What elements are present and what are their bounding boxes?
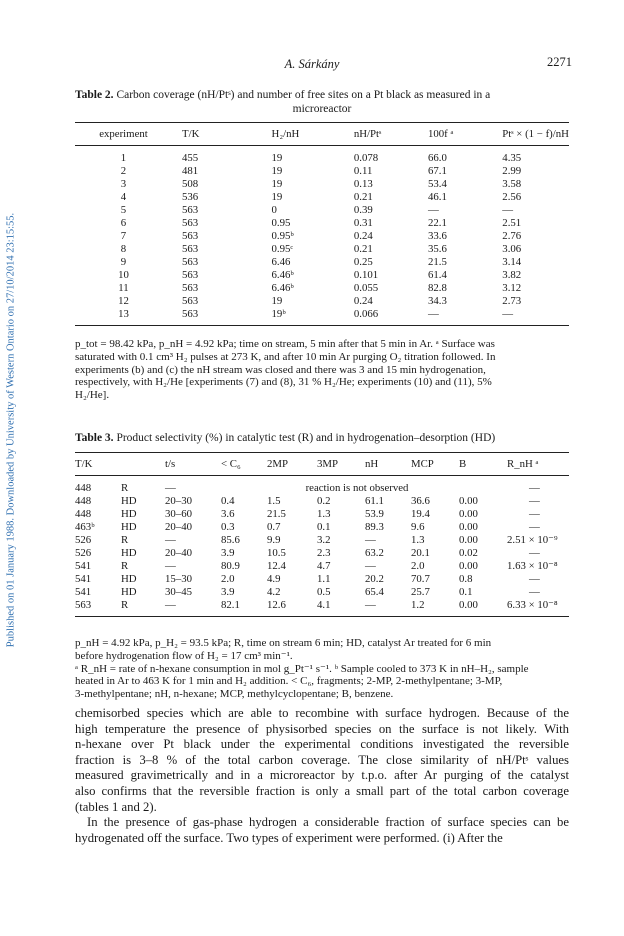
table-row [75, 146, 569, 166]
table3-cell: 541 [75, 586, 92, 598]
table2-cell: 563 [182, 269, 199, 281]
table-row [75, 547, 569, 560]
table-row [75, 508, 569, 521]
table2-cell: 3.82 [502, 269, 522, 281]
table2-cell: 2 [120, 165, 127, 177]
table2-cell: 3.12 [502, 282, 522, 294]
running-header-author: A. Sárkány [284, 57, 340, 71]
table3-cell: 4.2 [267, 586, 281, 598]
table3-col-header: 3MP [317, 458, 339, 470]
table3-cell: HD [121, 521, 137, 533]
table3-cell: 448 [75, 495, 92, 507]
table3-col-header: T/K [75, 458, 93, 470]
table2-cell: 2.76 [502, 230, 522, 242]
table2-cell: 19 [271, 191, 283, 203]
table3-col-header: nH [365, 458, 379, 470]
table-row [75, 599, 569, 617]
table3-cell: R [121, 599, 129, 611]
table2-cell: 0.055 [353, 282, 379, 294]
table3-cell: — [165, 560, 176, 572]
table3-cell: 3.9 [221, 586, 235, 598]
table2-caption-line2: microreactor [292, 103, 352, 115]
footnote-line: heated in Ar to 463 K for 1 min and H₂ addition. < C₆, fragments; 2-MP, 2-methylpentane; 3-MP, [75, 675, 503, 688]
download-notice [2, 110, 20, 750]
table3-cell: 4.1 [317, 599, 331, 611]
table2-cell: 19ᵇ [271, 308, 286, 320]
table2-cell: 0.21 [353, 243, 373, 255]
table3-cell: 80.9 [221, 560, 240, 572]
table2-cell: 0.101 [353, 269, 379, 281]
table2-col-header: H₂/nH [271, 128, 300, 140]
table2-cell: 0 [271, 204, 277, 216]
table3-col-header: MCP [411, 458, 434, 470]
table2-cell: 13 [118, 308, 129, 320]
table2-cell: — [427, 204, 439, 216]
table2-cell: 12 [118, 295, 129, 307]
footnote-line: 3-methylpentane; nH, n-hexane; MCP, methylcyclopentane; B, benzene. [75, 688, 394, 701]
table2-cell: 563 [182, 217, 199, 229]
body-line: chemisorbed species which are able to recombine with surface hydrogen. Because of the [75, 706, 569, 720]
body-line: high temperature the presence of physisorbed species on the surface is not likely. With [75, 721, 569, 736]
table2-cell: 19 [271, 165, 283, 177]
table2-col-header: Ptˢ × (1 − f)/nH [502, 128, 569, 140]
table-row [75, 243, 569, 256]
page-number: 2271 [547, 55, 572, 69]
table3-cell: 0.1 [317, 521, 331, 533]
table3-cell: 36.6 [411, 495, 430, 507]
table3-col-mode-header [115, 453, 157, 476]
table2-cell: 5 [120, 204, 127, 216]
body-text [75, 706, 569, 846]
table2-col-header: T/K [182, 128, 200, 140]
table2-cell: — [502, 308, 514, 320]
table-row [75, 269, 569, 282]
table3-cell: — [529, 482, 540, 494]
table3-no-reaction-note: reaction is not observed [305, 482, 409, 494]
table2-cell: 6.46ᵇ [271, 269, 294, 281]
table2-cell: 1 [120, 152, 127, 164]
table3-cell: 20.1 [411, 547, 430, 559]
table-row [75, 521, 569, 534]
table2-cell: 0.24 [353, 230, 373, 242]
table3-cell: 2.0 [221, 573, 235, 585]
table2-cell: 563 [182, 256, 199, 268]
table2-cell: 6.46 [271, 256, 291, 268]
table3-cell: HD [121, 547, 137, 559]
table2-cell: 0.95ᶜ [271, 243, 294, 255]
table3-cell: — [529, 508, 540, 520]
table3-cell: 4.9 [267, 573, 281, 585]
table3-footnote [75, 637, 569, 701]
table2-cell: 508 [182, 178, 199, 190]
footnote-line: experiments (b) and (c) the nH stream was closed and there was 3 and 15 min hydrogenation, [75, 363, 486, 376]
table-row [75, 230, 569, 243]
table2-cell: 0.13 [353, 178, 373, 190]
table3-cell: — [529, 573, 540, 585]
footnote-line: H₂/He]. [75, 389, 110, 402]
table3-cell: R [121, 482, 129, 494]
table2-cell: 2.99 [502, 165, 522, 177]
table3-cell: HD [121, 586, 137, 598]
table3-col-header: t/s [165, 458, 176, 470]
table-row [75, 191, 569, 204]
table3-cell: — [165, 534, 176, 546]
table3-cell: 65.4 [365, 586, 384, 598]
table-row [75, 178, 569, 191]
table2-cell: 0.25 [353, 256, 373, 268]
table2-cell: — [502, 204, 514, 216]
footnote-line: respectively, with H₂/He [experiments (7) and (8), 31 % H₂/He; experiments (10) and (11), 5% [75, 376, 492, 389]
table3-cell: 4.7 [317, 560, 331, 572]
table2-cell: 2.51 [502, 217, 522, 229]
table3-cell: 12.4 [267, 560, 286, 572]
table3-cell: 20.2 [365, 573, 384, 585]
table2-footnote [75, 338, 569, 402]
body-line: measured gravimetrically and in a microreactor by t.p.o. after Ar purging of the catalyst [75, 768, 569, 783]
table3-cell: 30–60 [165, 508, 192, 520]
body-line: hydrogenated off the surface. Two types of experiment were performed. (i) After the [75, 830, 503, 845]
table3-cell: — [365, 560, 376, 572]
table2-cell: 0.31 [353, 217, 373, 229]
table3-cell: 30–45 [165, 586, 192, 598]
table2-cell: 563 [182, 308, 199, 320]
table2-cell: 67.1 [427, 165, 447, 177]
table3-label: Table 3. [75, 432, 114, 444]
table3-cell: 541 [75, 560, 92, 572]
table2-cell: 536 [182, 191, 199, 203]
table-row [75, 256, 569, 269]
table2-cell: 21.5 [427, 256, 447, 268]
table-row [75, 534, 569, 547]
body-line: also confirms that the reversible fraction is only a small part of the total carbon coverage [75, 783, 569, 798]
table3-cell: — [529, 495, 540, 507]
table3 [75, 452, 569, 617]
table-row [75, 586, 569, 599]
table2-cell: 9 [120, 256, 127, 268]
table2-cell: 3.14 [502, 256, 522, 268]
table3-cell: 82.1 [221, 599, 240, 611]
table2-cell: 22.1 [427, 217, 447, 229]
table3-cell: 526 [75, 534, 92, 546]
table3-cell: 12.6 [267, 599, 286, 611]
table2-col-header: nH/Ptˢ [353, 128, 382, 140]
table2 [75, 122, 569, 326]
table3-col-header: < C₆ [221, 458, 241, 470]
table2-cell: 0.11 [353, 165, 373, 177]
table3-cell: R [121, 560, 129, 572]
table2-cell: 3.58 [502, 178, 522, 190]
table2-col-header: experiment [99, 128, 148, 140]
table2-cell: 66.0 [427, 152, 447, 164]
table3-col-header: B [459, 458, 467, 470]
table3-cell: 2.3 [317, 547, 331, 559]
table2-cell: 3.06 [502, 243, 522, 255]
table3-col-header: R_nH ᵃ [507, 458, 539, 470]
table3-cell: — [529, 586, 540, 598]
table2-caption [75, 88, 569, 116]
table3-cell: 563 [75, 599, 92, 611]
table3-cell: 526 [75, 547, 92, 559]
table3-cell: 9.6 [411, 521, 425, 533]
table2-cell: 82.8 [427, 282, 447, 294]
table3-cell: 2.51 × 10⁻⁹ [507, 534, 558, 546]
table2-cell: 35.6 [427, 243, 447, 255]
footnote-line: ᵃ R_nH = rate of n-hexane consumption in mol g_Pt⁻¹ s⁻¹. ᵇ Sample cooled to 373 K in nH–H₂, sample [75, 662, 529, 675]
table3-cell: 89.3 [365, 521, 384, 533]
table3-cell: 0.00 [459, 521, 478, 533]
table3-cell: 61.1 [365, 495, 384, 507]
table2-caption-line1: Carbon coverage (nH/Ptˢ) and number of free sites on a Pt black as measured in a [116, 89, 491, 101]
table3-cell: 19.4 [411, 508, 430, 520]
body-line: (tables 1 and 2). [75, 799, 157, 814]
table3-cell: HD [121, 573, 137, 585]
table2-cell: 46.1 [427, 191, 447, 203]
table2-cell: 2.56 [502, 191, 522, 203]
table3-cell: — [365, 599, 376, 611]
table2-cell: 0.066 [353, 308, 379, 320]
table3-cell: 1.3 [317, 508, 331, 520]
table2-cell: 0.95 [271, 217, 291, 229]
table3-cell: 1.1 [317, 573, 331, 585]
table2-cell: 8 [120, 243, 127, 255]
download-notice-text: Published on 01 January 1988. Downloaded by University of Western Ontario on 27/10/2014 23:15:55. [5, 212, 17, 648]
table-row [75, 282, 569, 295]
table2-cell: 19 [271, 295, 283, 307]
table2-cell: 563 [182, 230, 199, 242]
table-row [75, 217, 569, 230]
body-line: In the presence of gas-phase hydrogen a considerable fraction of surface species can be [87, 815, 569, 830]
table2-cell: 19 [271, 178, 283, 190]
table3-cell: 0.2 [317, 495, 331, 507]
table2-cell: 53.4 [427, 178, 447, 190]
table2-cell: 481 [182, 165, 199, 177]
table2-cell: 6 [120, 217, 127, 229]
table3-cell: 63.2 [365, 547, 384, 559]
table-row [75, 476, 569, 496]
body-line: fraction is 3–8 % of the total carbon coverage. The close similarity of nH/Ptˢ values [75, 752, 569, 767]
table-row [75, 295, 569, 308]
table3-cell: R [121, 534, 129, 546]
table-row [75, 560, 569, 573]
table3-cell: 3.6 [221, 508, 235, 520]
table3-cell: 3.9 [221, 547, 235, 559]
table3-cell: 53.9 [365, 508, 384, 520]
table-row [75, 165, 569, 178]
table3-cell: 0.00 [459, 560, 478, 572]
table3-cell: — [529, 521, 540, 533]
table3-cell: 0.7 [267, 521, 281, 533]
table3-cell: 6.33 × 10⁻⁸ [507, 599, 558, 611]
table3-cell: 0.4 [221, 495, 235, 507]
table2-cell: 10 [118, 269, 129, 281]
table2-cell: 0.078 [353, 152, 379, 164]
table2-cell: 61.4 [427, 269, 447, 281]
table3-cell: 2.0 [411, 560, 425, 572]
footnote-line: p_tot = 98.42 kPa, p_nH = 4.92 kPa; time on stream, 5 min after that 5 min in Ar. ᵃ Surface was [75, 338, 495, 350]
table3-cell: 448 [75, 482, 92, 494]
table3-cell: 15–30 [165, 573, 192, 585]
table2-cell: 563 [182, 204, 199, 216]
table3-cell: — [365, 534, 376, 546]
table3-cell: 0.00 [459, 599, 478, 611]
table3-cell: — [165, 482, 176, 494]
table2-cell: 563 [182, 243, 199, 255]
table3-cell: — [529, 547, 540, 559]
table3-cell: HD [121, 495, 137, 507]
table3-cell: 1.3 [411, 534, 425, 546]
table3-cell: 20–40 [165, 521, 192, 533]
table3-cell: 463ᵇ [75, 521, 95, 533]
table3-cell: 20–30 [165, 495, 192, 507]
table3-cell: 20–40 [165, 547, 192, 559]
table3-cell: 448 [75, 508, 92, 520]
table3-cell: 541 [75, 573, 92, 585]
table2-cell: — [427, 308, 439, 320]
table3-cell: — [165, 599, 176, 611]
table3-cell: 0.1 [459, 586, 473, 598]
body-line: n-hexane over Pt black under the experimental conditions investigated the reversible [75, 737, 569, 752]
table2-cell: 455 [182, 152, 199, 164]
table2-cell: 33.6 [427, 230, 447, 242]
table3-cell: HD [121, 508, 137, 520]
table2-cell: 19 [271, 152, 283, 164]
table3-cell: 0.3 [221, 521, 235, 533]
table3-cell: 21.5 [267, 508, 286, 520]
table2-cell: 7 [120, 230, 127, 242]
footnote-line: p_nH = 4.92 kPa, p_H₂ = 93.5 kPa; R, time on stream 6 min; HD, catalyst Ar treated for 6 min [75, 637, 492, 649]
table3-cell: 85.6 [221, 534, 240, 546]
table3-cell: 3.2 [317, 534, 331, 546]
table-row [75, 204, 569, 217]
table3-cell: 9.9 [267, 534, 281, 546]
table3-cell: 25.7 [411, 586, 430, 598]
footnote-line: before hydrogenation flow of H₂ = 17 cm³ min⁻¹. [75, 649, 293, 662]
table3-cell: 10.5 [267, 547, 286, 559]
table3-cell: 0.02 [459, 547, 478, 559]
table2-col-header: 100f ᵃ [427, 128, 454, 140]
table3-caption [75, 431, 569, 445]
table3-caption-text: Product selectivity (%) in catalytic test (R) and in hydrogenation–desorption (HD) [116, 432, 496, 444]
table3-cell: 0.00 [459, 508, 478, 520]
table2-cell: 6.46ᵇ [271, 282, 294, 294]
table-row [75, 573, 569, 586]
table3-cell: 1.63 × 10⁻⁸ [507, 560, 558, 572]
table3-cell: 0.8 [459, 573, 473, 585]
table-row [75, 495, 569, 508]
table2-cell: 4.35 [502, 152, 522, 164]
table3-col-header: 2MP [267, 458, 289, 470]
table2-cell: 563 [182, 295, 199, 307]
table2-cell: 3 [120, 178, 127, 190]
table-row [75, 308, 569, 326]
table3-cell: 70.7 [411, 573, 430, 585]
table2-cell: 11 [118, 282, 129, 294]
table2-cell: 0.24 [353, 295, 373, 307]
table2-cell: 34.3 [427, 295, 447, 307]
table3-cell: 0.00 [459, 495, 478, 507]
table2-label: Table 2. [75, 89, 114, 101]
table3-cell: 1.2 [411, 599, 425, 611]
table3-cell: 1.5 [267, 495, 281, 507]
table3-cell: 0.5 [317, 586, 331, 598]
table2-cell: 4 [120, 191, 127, 203]
table2-cell: 0.21 [353, 191, 373, 203]
table3-cell: 0.00 [459, 534, 478, 546]
table2-cell: 0.95ᵇ [271, 230, 294, 242]
table2-cell: 0.39 [353, 204, 373, 216]
footnote-line: saturated with 0.1 cm³ H₂ pulses at 273 K, and after 10 min Ar purging O₂ titration followed. In [75, 350, 496, 363]
table2-cell: 563 [182, 282, 199, 294]
table2-cell: 2.73 [502, 295, 522, 307]
